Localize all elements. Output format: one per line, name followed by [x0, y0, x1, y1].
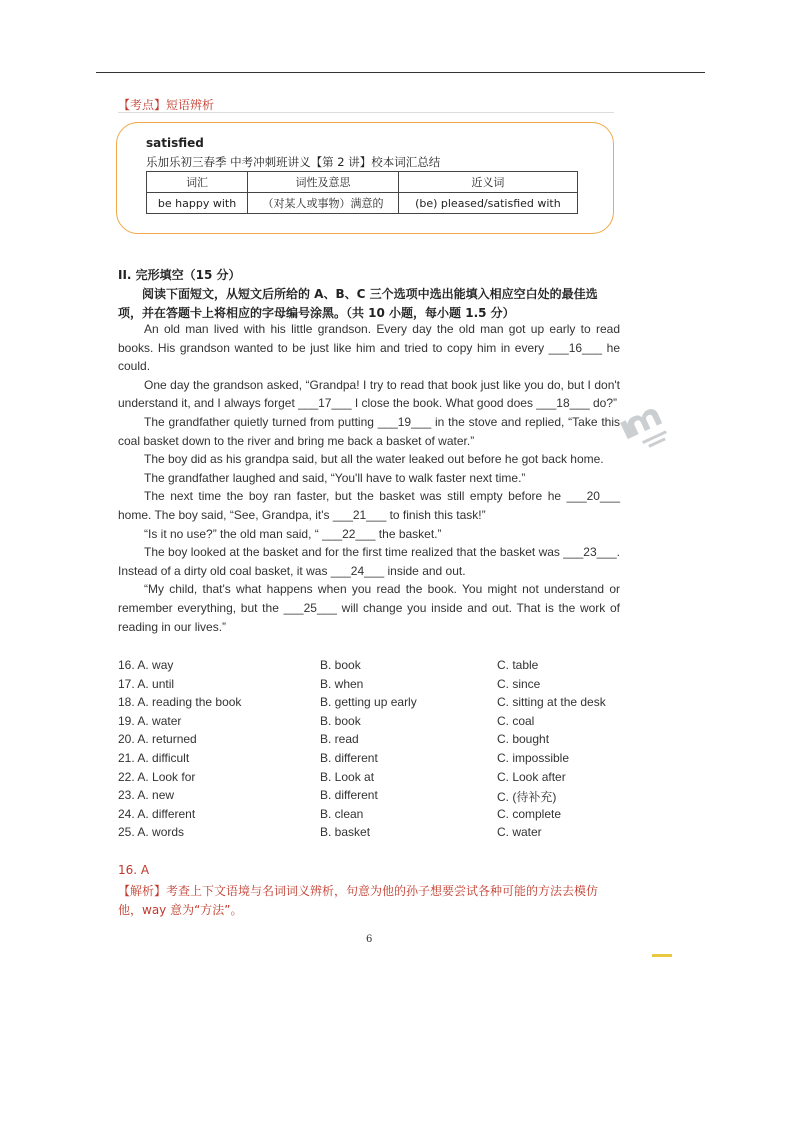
option-b: B. book [320, 658, 361, 672]
header-rule [96, 72, 705, 73]
option-row [118, 695, 618, 714]
kaodian-label: 【考点】短语辨析 [118, 98, 215, 112]
option-b: B. book [320, 713, 361, 728]
option-b: B. different [320, 750, 378, 765]
option-b: B. clean [320, 806, 364, 821]
option-c: C. table [497, 658, 539, 672]
section-title: II. 完形填空（15 分） [118, 268, 241, 282]
vocab-cell-meaning: （对某人或事物）满意的 [248, 193, 399, 214]
option-row [118, 788, 618, 807]
watermark-logo [616, 390, 686, 460]
option-a: 21. A. difficult [118, 750, 190, 765]
option-row [118, 825, 618, 844]
cloze-passage [118, 320, 620, 636]
option-a: 22. A. Look for [118, 769, 196, 784]
answer-key: 16. A [118, 863, 150, 877]
option-b: B. basket [320, 825, 371, 840]
passage-paragraph: The grandfather quietly turned from putting ___19___ in the stove and replied, “Take this coal basket down to the river and bring me back a basket of water.” [118, 414, 620, 448]
option-a: 25. A. words [118, 825, 185, 840]
vocab-summary-box [116, 122, 614, 234]
option-row [118, 807, 618, 826]
option-c: C. (待补充) [497, 790, 557, 805]
option-row [118, 677, 618, 696]
passage-paragraph: The grandfather laughed and said, “You'll have to walk faster next time.” [144, 470, 526, 485]
vocab-cell-word: be happy with [147, 193, 248, 214]
page-number: 6 [366, 934, 373, 945]
passage-paragraph: The boy looked at the basket and for the first time realized that the basket was ___23___. Instead of a dirty old coal basket, it was ___24___ inside and out. [118, 545, 620, 578]
option-c: C. since [497, 676, 541, 691]
passage-paragraph: One day the grandson asked, “Grandpa! I try to read that book just like you do, but I don't understand it, and I always forget ___17___ I close the book. What good does ___18___ do?” [118, 377, 620, 411]
vocab-table [146, 171, 578, 214]
section-instructions: 阅读下面短文，从短文后所给的 A、B、C 三个选项中选出能填入相应空白处的最佳选项，并在答题卡上将相应的字母编号涂黑。（共 10 小题，每小题 1.5 分） [118, 287, 598, 320]
option-row [118, 714, 618, 733]
option-b: B. when [320, 676, 364, 691]
vocab-header-word: 词汇 [147, 172, 248, 193]
passage-paragraph: The boy did as his grandpa said, but all the water leaked out before he got back home. [144, 452, 604, 467]
option-b: B. getting up early [320, 695, 417, 710]
option-c: C. complete [497, 806, 562, 821]
divider [118, 112, 614, 113]
passage-paragraph: An old man lived with his little grandson. Every day the old man got up early to read books. His grandson wanted to be just like him and tried to copy him in every ___16___ he could. [118, 322, 620, 374]
option-b: B. different [320, 788, 378, 803]
option-c: C. bought [497, 732, 550, 747]
vocab-cell-synonym: (be) pleased/satisfied with [398, 193, 577, 214]
option-a: 18. A. reading the book [118, 695, 242, 710]
corner-mark [652, 954, 672, 957]
passage-paragraph: The next time the boy ran faster, but the basket was still empty before he ___20___ home. The boy said, “See, Grandpa, it's ___21___ to finish this task!” [118, 489, 620, 522]
passage-paragraph: “Is it no use?” the old man said, “ ___22___ the basket.” [144, 526, 442, 541]
option-b: B. read [320, 732, 359, 747]
option-c: C. Look after [497, 769, 566, 784]
option-c: C. water [497, 825, 542, 840]
option-a: 23. A. new [118, 788, 175, 803]
option-a: 16. A. way [118, 658, 174, 672]
vocab-subtitle: 乐加乐初三春季 中考冲刺班讲义【第 2 讲】校本词汇总结 [146, 155, 441, 169]
vocab-header-meaning: 词性及意思 [248, 172, 399, 193]
option-c: C. sitting at the desk [497, 695, 606, 710]
option-b: B. Look at [320, 769, 375, 784]
vocab-word: satisfied [146, 136, 204, 150]
option-a: 24. A. different [118, 806, 196, 821]
option-row [118, 658, 618, 677]
option-row [118, 732, 618, 751]
option-a: 19. A. water [118, 713, 182, 728]
option-c: C. impossible [497, 750, 570, 765]
option-row [118, 751, 618, 770]
vocab-table-row [147, 193, 578, 214]
answer-options [118, 658, 618, 844]
passage-paragraph: “My child, that's what happens when you read the book. You might not understand or remember everything, but the ___25___ will change you inside and out. That is the work of reading in our lives.” [118, 582, 620, 634]
option-a: 20. A. returned [118, 732, 197, 747]
vocab-table-header [147, 172, 578, 193]
option-c: C. coal [497, 713, 535, 728]
option-a: 17. A. until [118, 676, 175, 691]
answer-analysis: 【解析】考查上下文语境与名词词义辨析，句意为他的孙子想要尝试各种可能的方法去模仿他，way 意为“方法”。 [118, 884, 599, 917]
option-row [118, 770, 618, 789]
vocab-header-synonym: 近义词 [398, 172, 577, 193]
